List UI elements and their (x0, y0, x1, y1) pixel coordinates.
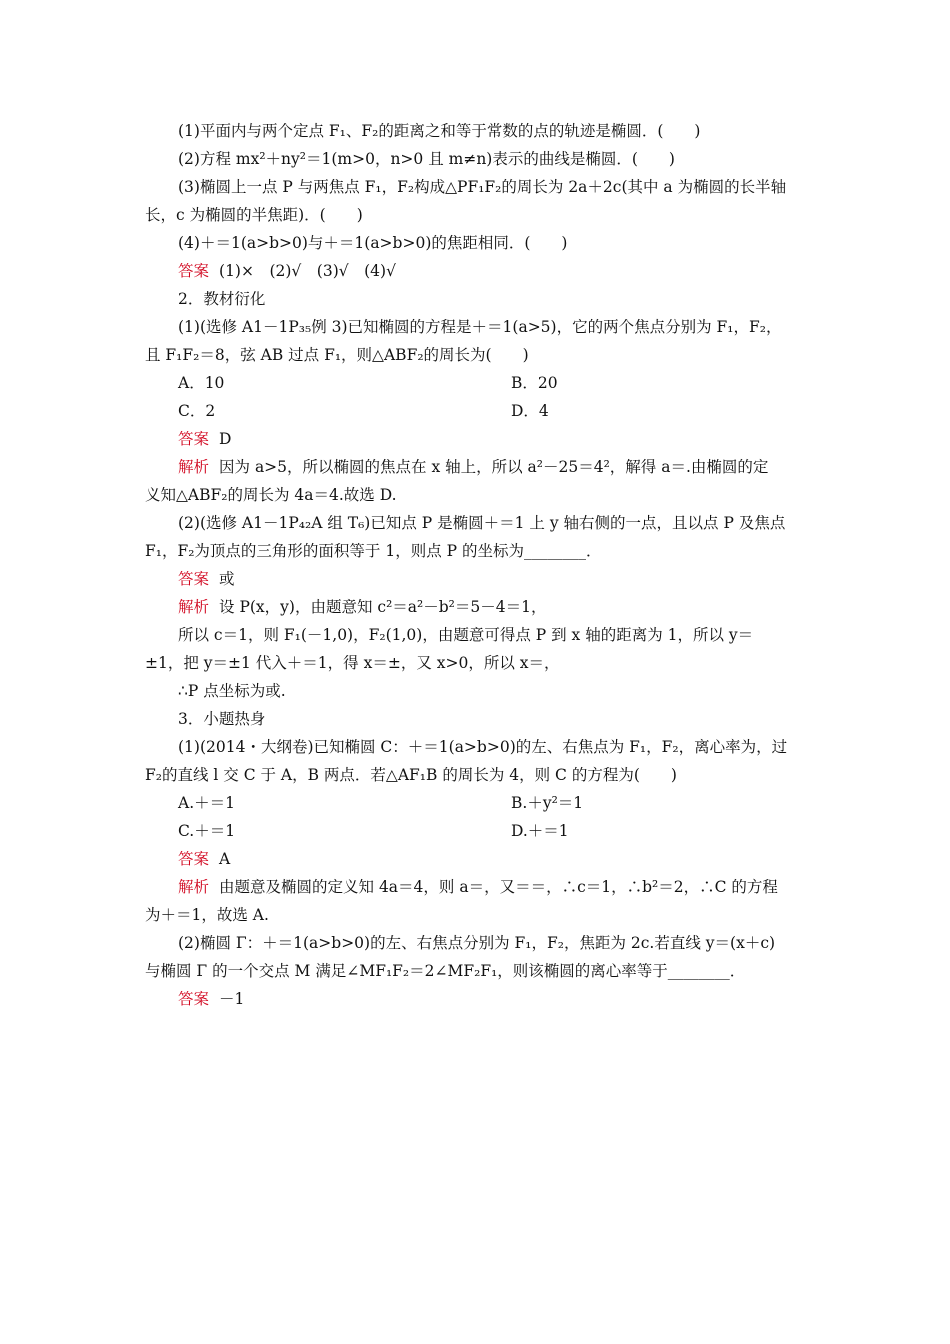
q1-statement-1: (1)平面内与两个定点 F₁、F₂的距离之和等于常数的点的轨迹是椭圆．( ) (178, 122, 701, 140)
q2-1-option-d: D．4 (511, 402, 549, 420)
q2-1-option-a: A．10 (178, 374, 225, 392)
q2-1-option-b: B．20 (511, 374, 558, 392)
q3-1-stem-line2: F₂的直线 l 交 C 于 A，B 两点．若△AF₁B 的周长为 4，则 C 的方程为( ) (145, 766, 677, 784)
q1-statement-3-line2: 长，c 为椭圆的半焦距)．( ) (145, 206, 363, 224)
q2-2-analysis-text: 设 P(x，y)，由题意知 c²＝a²－b²＝5－4＝1， (219, 598, 547, 616)
q3-1-answer-line (178, 849, 848, 869)
q2-2-answer-text: 或 (219, 570, 235, 588)
q2-1-answer-text: D (219, 430, 232, 448)
q3-1-option-a: A.＋＝1 (178, 794, 235, 812)
q3-2-answer-line (178, 989, 848, 1009)
q3-1-analysis-line1 (178, 877, 848, 897)
q2-1-option-c: C．2 (178, 402, 216, 420)
q3-1-analysis-text: 由题意及椭圆的定义知 4a＝4，则 a＝，又＝＝，∴c＝1，∴b²＝2，∴C 的方程 (219, 878, 778, 896)
q1-answer-line (178, 261, 848, 281)
q3-1-option-b: B.＋y²＝1 (511, 794, 584, 812)
q3-1-stem-line1: (1)(2014・大纲卷)已知椭圆 C：＋＝1(a>b>0)的左、右焦点为 F₁，F₂，离心率为，过 (178, 738, 788, 756)
q3-1-option-d: D.＋＝1 (511, 822, 569, 840)
q2-1-analysis-line1 (178, 457, 848, 477)
q2-2-analysis-line4: ∴P 点坐标为或. (178, 682, 286, 700)
analysis-label: 解析 (178, 458, 210, 476)
q1-statement-4: (4)＋＝1(a>b>0)与＋＝1(a>b>0)的焦距相同．( ) (178, 234, 568, 252)
q2-2-analysis-line2: 所以 c＝1，则 F₁(－1,0)，F₂(1,0)，由题意可得点 P 到 x 轴的距离为 1，所以 y＝ (178, 626, 754, 644)
answer-label: 答案 (178, 990, 210, 1008)
answer-label: 答案 (178, 430, 210, 448)
q3-2-answer-text: －1 (219, 990, 245, 1008)
q2-1-stem-line1: (1)(选修 A1－1P₃₅例 3)已知椭圆的方程是＋＝1(a>5)，它的两个焦点分别为 F₁，F₂， (178, 318, 782, 336)
q3-2-stem-line1: (2)椭圆 Γ：＋＝1(a>b>0)的左、右焦点分别为 F₁，F₂，焦距为 2c.若直线 y＝(x＋c) (178, 934, 776, 952)
q3-1-answer-text: A (219, 850, 231, 868)
answer-label: 答案 (178, 570, 210, 588)
q2-1-stem-line2: 且 F₁F₂＝8，弦 AB 过点 F₁，则△ABF₂的周长为( ) (145, 346, 529, 364)
q2-2-answer-line (178, 569, 848, 589)
analysis-label: 解析 (178, 598, 210, 616)
analysis-label: 解析 (178, 878, 210, 896)
section-3-heading: 3．小题热身 (178, 710, 266, 728)
q2-2-analysis-line3: ±1，把 y＝±1 代入＋＝1，得 x＝±，又 x>0，所以 x＝， (145, 654, 560, 672)
q1-answer-text: (1)× (2)√ (3)√ (4)√ (219, 262, 396, 280)
q3-1-analysis-line2: 为＋＝1，故选 A. (145, 906, 269, 924)
q2-2-analysis-line1 (178, 597, 848, 617)
answer-label: 答案 (178, 262, 210, 280)
q1-statement-3-line1: (3)椭圆上一点 P 与两焦点 F₁，F₂构成△PF₁F₂的周长为 2a＋2c(其中 a 为椭圆的长半轴 (178, 178, 787, 196)
section-2-heading: 2．教材衍化 (178, 290, 266, 308)
q2-1-analysis-line2: 义知△ABF₂的周长为 4a＝4.故选 D. (145, 486, 397, 504)
q2-2-stem-line2: F₁，F₂为顶点的三角形的面积等于 1，则点 P 的坐标为________． (145, 542, 602, 560)
answer-label: 答案 (178, 850, 210, 868)
q1-statement-2: (2)方程 mx²＋ny²＝1(m>0，n>0 且 m≠n)表示的曲线是椭圆．( ) (178, 150, 675, 168)
q3-2-stem-line2: 与椭圆 Γ 的一个交点 M 满足∠MF₁F₂＝2∠MF₂F₁，则该椭圆的离心率等于________． (145, 962, 746, 980)
q3-1-option-c: C.＋＝1 (178, 822, 236, 840)
q2-1-analysis-text: 因为 a>5，所以椭圆的焦点在 x 轴上，所以 a²－25＝4²，解得 a＝.由椭圆的定 (219, 458, 769, 476)
q2-1-answer-line (178, 429, 848, 449)
q2-2-stem-line1: (2)(选修 A1－1P₄₂A 组 T₆)已知点 P 是椭圆＋＝1 上 y 轴右侧的一点，且以点 P 及焦点 (178, 514, 786, 532)
